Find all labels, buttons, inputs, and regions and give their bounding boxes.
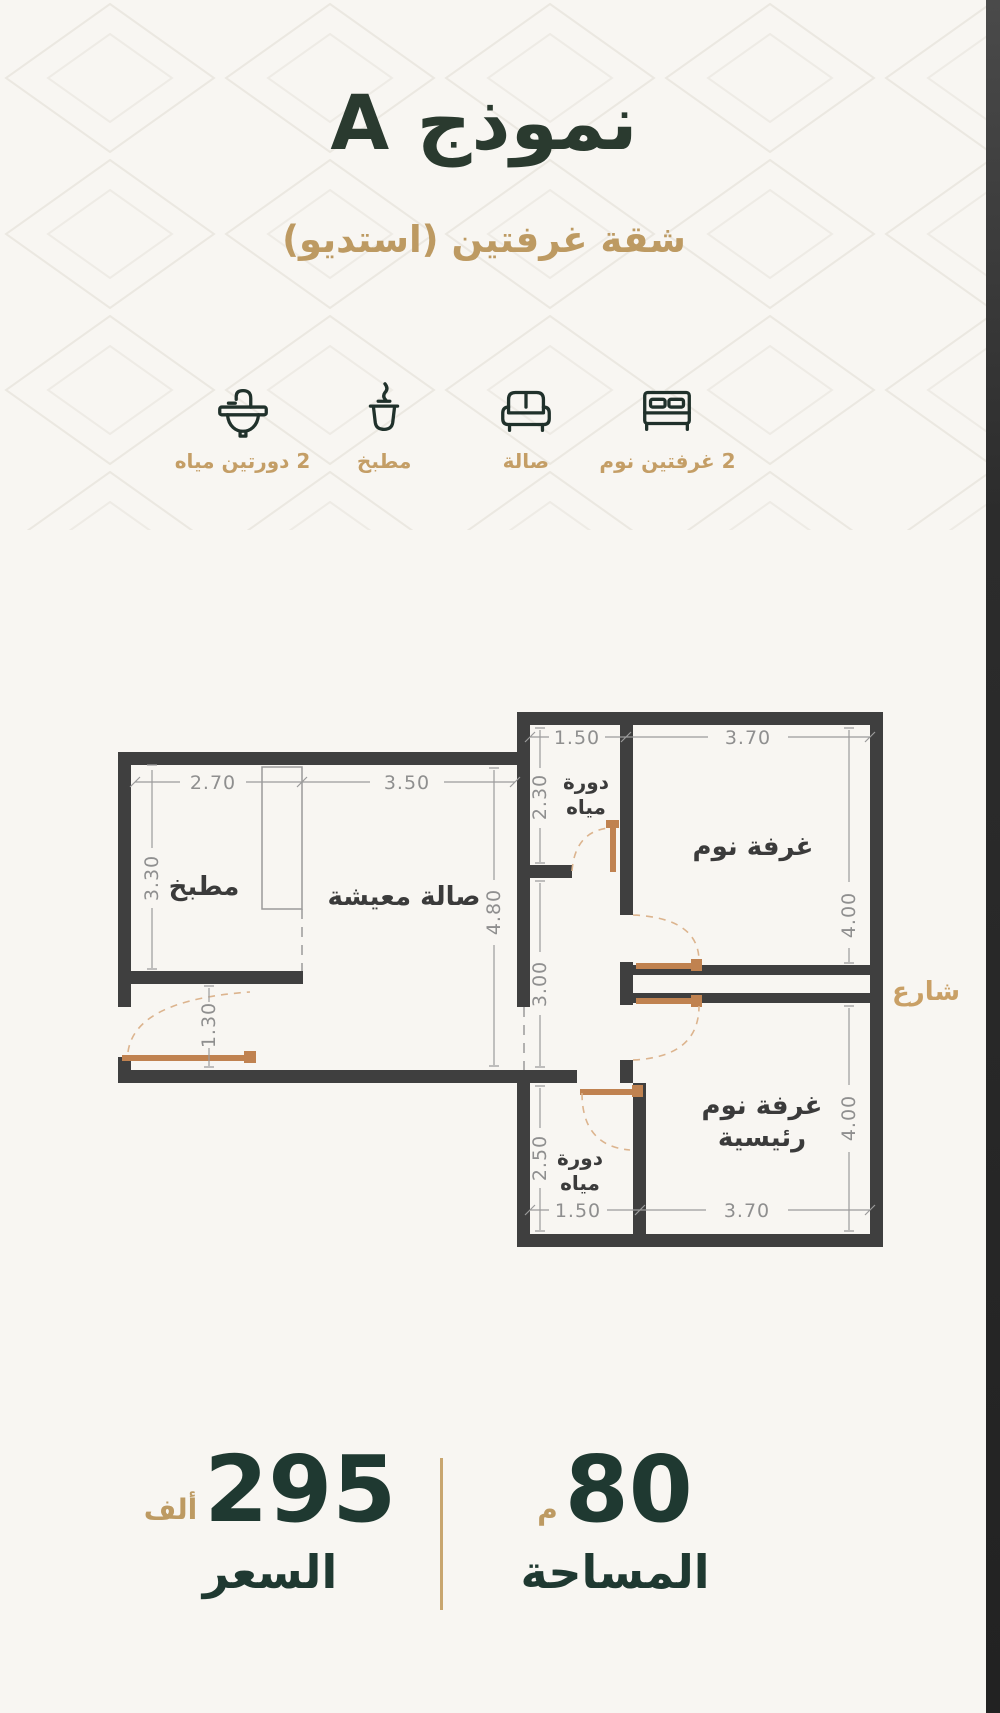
dim-bed-top-height: 4.00 [838,891,860,939]
entrance-door-arc [128,992,250,1052]
wall [118,752,131,1007]
area-label: المساحة [520,1545,710,1600]
dim-master-width: 3.70 [723,1200,771,1222]
room-label-bedroom: غرفة نوم [692,832,814,862]
feature-label: 2 غرفتين نوم [599,449,736,473]
room-label-bath-top-1: دورة [562,770,610,794]
dim-hall-height: 3.00 [529,960,551,1008]
room-label-master-1: غرفة نوم [701,1091,823,1121]
wall [633,1083,646,1234]
bath-top-door-hinge [606,820,619,828]
bath-bottom-door-hinge [632,1085,643,1097]
wall [517,1234,883,1247]
dim-living-width: 3.50 [383,772,431,794]
area-stat [470,1436,760,1600]
page-title: نموذج A [330,78,638,167]
area-value-row [470,1436,760,1543]
wall [118,1070,523,1083]
bedroom-door-hinge [691,959,702,971]
walls-left-wing [118,752,523,1083]
wall [620,1060,633,1083]
doors [122,820,702,1150]
price-unit: ألف [143,1492,198,1526]
page-subtitle: شقة غرفتين (استديو) [282,218,686,261]
room-label-bath-bottom-1: دورة [556,1146,604,1170]
stats-divider [440,1458,443,1610]
master-door-leaf [636,998,698,1004]
dim-bed-top-width: 3.70 [724,727,772,749]
area-value: 80 [564,1436,693,1543]
dim-bath-top-width: 1.50 [553,727,601,749]
wall [131,971,303,984]
wall [517,712,883,725]
area-unit: م [537,1492,558,1526]
dim-kitchen-width: 2.70 [189,772,237,794]
master-door-hinge [691,995,702,1007]
dim-bath-bottom-height: 2.50 [529,1134,551,1182]
photo-edge-band [986,0,1000,1713]
room-label-master-2: رئيسية [717,1123,807,1153]
entrance-door-leaf [122,1055,252,1061]
dim-master-height: 4.00 [838,1094,860,1142]
feature-label: 2 دورتين مياه [174,449,311,473]
wall [118,752,523,765]
bedroom-door-leaf [636,963,698,969]
feature-label: صالة [502,449,550,473]
room-label-kitchen: مطبخ [168,872,240,902]
dim-kitchen-height: 3.30 [141,854,163,902]
entrance-door-hinge [244,1051,256,1063]
wall [530,1070,577,1083]
dim-bath-top-height: 2.30 [529,773,551,821]
street-label: شارع [891,977,961,1007]
kitchen-partition [262,767,302,909]
price-stat [120,1436,420,1600]
feature-label: مطبخ [356,449,412,473]
dim-entry-height: 1.30 [198,1001,220,1049]
room-label-bath-top-2: مياه [566,795,606,819]
bedroom-door-arc [633,915,699,961]
bath-top-door-leaf [610,825,616,872]
master-door-arc [633,1006,699,1060]
bath-bottom-door-arc [582,1093,630,1150]
price-label: السعر [202,1545,338,1600]
wall [530,865,572,878]
dim-living-height: 4.80 [483,888,505,936]
room-label-bath-bottom-2: مياه [560,1171,600,1195]
wall [620,725,633,915]
wall [620,962,633,1005]
wall [870,712,883,1247]
bath-bottom-door-leaf [580,1089,640,1095]
price-value: 295 [204,1436,397,1543]
dim-bath-bottom-width: 1.50 [554,1200,602,1222]
bath-top-door-arc [572,828,608,871]
price-value-row [120,1436,420,1543]
room-label-living: صالة معيشة [327,882,481,912]
